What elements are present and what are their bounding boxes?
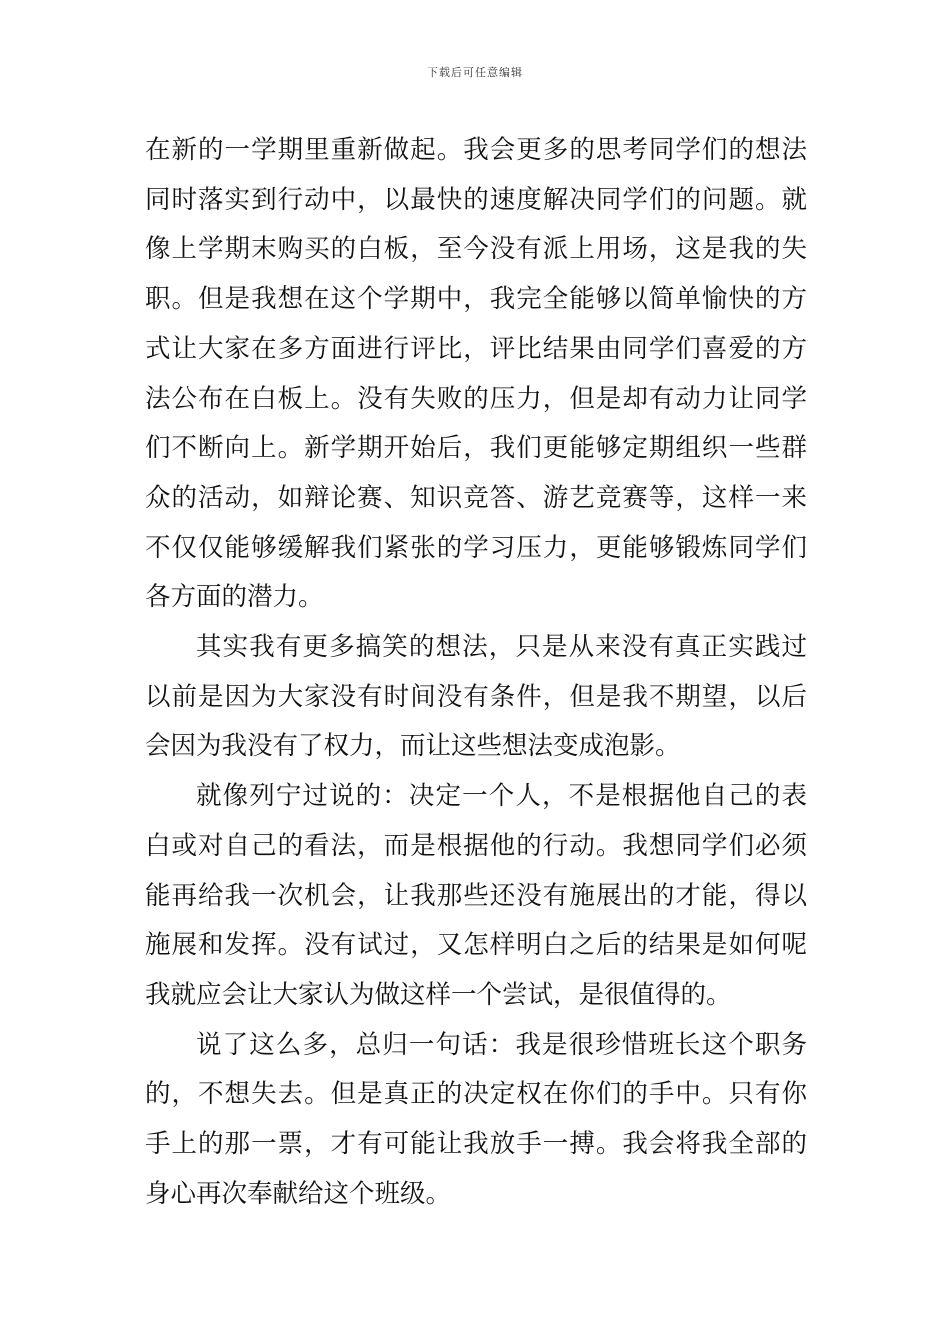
paragraph-3: 就像列宁过说的：决定一个人，不是根据他自己的表白或对自己的看法，而是根据他的行动。我想同学们必须能再给我一次机会，让我那些还没有施展出的才能，得以施展和发挥。没有试过，又怎样明白之后的结果是如何呢我就应会让大家认为做这样一个尝试，是很值得的。 (145, 781, 807, 1010)
page-header-note: 下载后可任意编辑 (427, 66, 523, 79)
paragraph-4: 说了这么多，总归一句话：我是很珍惜班长这个职务的，不想失去。但是真正的决定权在你们的手中。只有你手上的那一票，才有可能让我放手一搏。我会将我全部的身心再次奉献给这个班级。 (145, 1029, 807, 1209)
paragraph-2: 其实我有更多搞笑的想法，只是从来没有真正实践过以前是因为大家没有时间没有条件，但是我不期望，以后会因为我没有了权力，而让这些想法变成泡影。 (145, 632, 807, 762)
paragraph-1: 在新的一学期里重新做起。我会更多的思考同学们的想法同时落实到行动中，以最快的速度解决同学们的问题。就像上学期末购买的白板，至今没有派上用场，这是我的失职。但是我想在这个学期中，我完全能够以简单愉快的方式让大家在多方面进行评比，评比结果由同学们喜爱的方法公布在白板上。没有失败的压力，但是却有动力让同学们不断向上。新学期开始后，我们更能够定期组织一些群众的活动，如辩论赛、知识竞答、游艺竞赛等，这样一来不仅仅能够缓解我们紧张的学习压力，更能够锻炼同学们各方面的潜力。 (145, 135, 807, 613)
document-body (145, 126, 807, 1219)
